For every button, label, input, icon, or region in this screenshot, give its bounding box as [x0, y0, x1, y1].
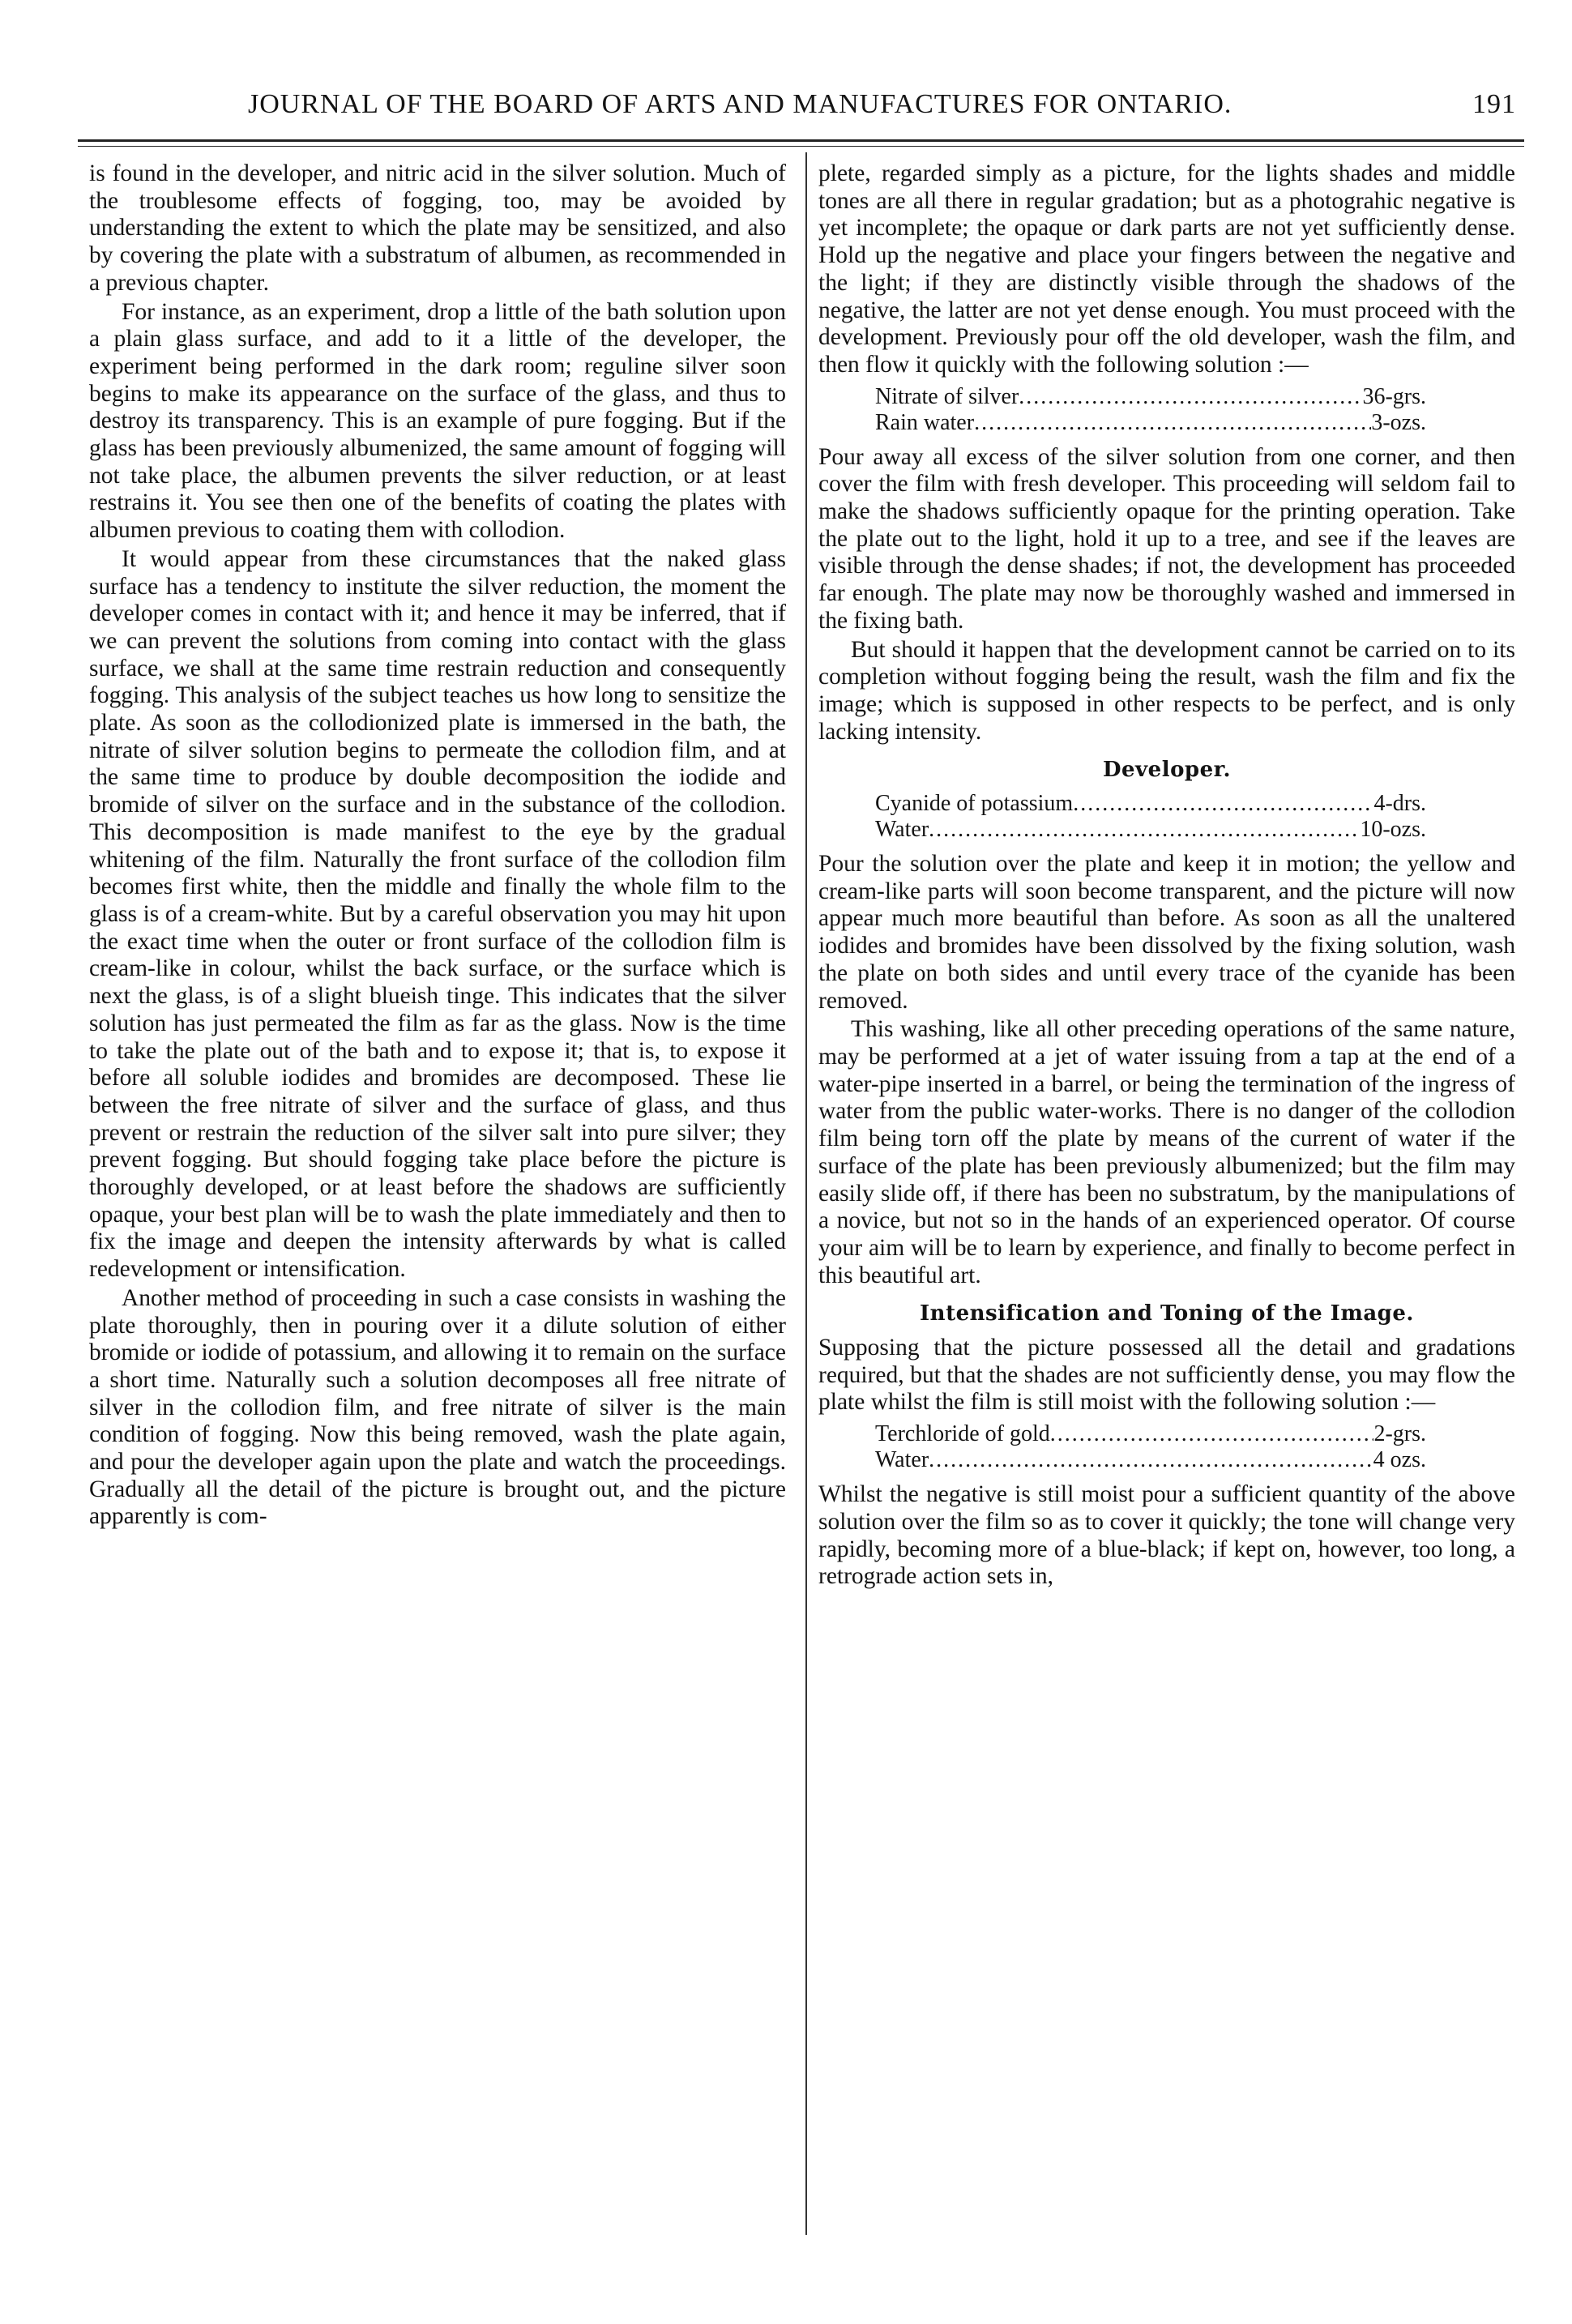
leader-dots [1019, 384, 1362, 410]
paragraph: It would appear from these circumstances that the naked glass surface has a tendency to institute the silver reduction, the moment the developer comes in contact with it; and hence it may be inferred, that if we can prevent the solutions from coming into contact with the glass surface, we shall at the same time restrain reduction and consequently fogging. This analysis of the subject teaches us how long to sensitize the plate. As soon as the collodionized plate is immersed in the bath, the nitrate of silver solution begins to permeate the collodion film, and at the same time to produce by double decomposition the iodide and bromide of silver on the surface and in the substance of the collodion. This decomposition is made manifest to the eye by the gradual whitening of the film. Naturally the front surface of the collodion film becomes first white, then the middle and finally the whole film to the glass is of a cream-white. But by a careful observation you may hit upon the exact time when the outer or front surface of the collodion film is cream-like in colour, whilst the back surface, or the surface which is next the glass, is of a slight blueish tinge. This indicates that the silver solution has just permeated the film as far as the glass. Now is the time to take the plate out of the bath and to expose it; that is, to expose it before all soluble iodides and bromides are decomposed. These lie between the free nitrate of silver and the surface of glass, and thus prevent or restrain the reduction of the silver salt into pure silver; they prevent fogging. But should fogging take place before the picture is thoroughly developed, or at least before the shadows are sufficiently opaque, your best plan will be to wash the plate immediately and then to fix the image and deepen the intensity afterwards by what is called redevelopment or intensification. [89, 545, 786, 1283]
paragraph: is found in the developer, and nitric acid in the silver solution. Much of the troublesome effects of fogging, too, may be avoided by understanding the extent to which the plate may be sensitized, and also by covering the plate with a substratum of albumen, as recommended in a previous chapter. [89, 160, 786, 296]
ingredient-name: Water [875, 817, 929, 843]
paragraph: But should it happen that the development cannot be carried on to its completion without fogging being the result, wash the film and fix the image; which is supposed in other respects to be perfect, and is only lacking intensity. [818, 636, 1515, 745]
page-header [78, 84, 1524, 133]
section-heading-developer: Developer. [1102, 758, 1232, 783]
ingredient-name: Nitrate of silver [875, 383, 1019, 409]
column-divider [805, 152, 807, 2235]
recipe-gold-toning [875, 1421, 1515, 1473]
recipe-row [875, 1447, 1426, 1473]
left-column [89, 160, 786, 2235]
leader-dots [1050, 1421, 1374, 1447]
recipe-row [875, 817, 1426, 843]
leader-dots [929, 817, 1360, 843]
ingredient-name: Terchloride of gold [875, 1421, 1050, 1447]
ingredient-quantity: 4-drs. [1373, 791, 1426, 817]
leader-dots [929, 1447, 1373, 1473]
paragraph: Pour the solution over the plate and keep it in motion; the yellow and cream-like parts will soon become transparent, and the picture will now appear much more beautiful than before. As soon as all the unaltered iodides and bromides have been dissolved by the fixing solution, wash the plate on both sides and until every trace of the cyanide has been removed. [818, 851, 1515, 1014]
ingredient-name: Cyanide of potassium [875, 791, 1074, 817]
page-number: 191 [1472, 89, 1516, 119]
ingredient-quantity: 3-ozs. [1371, 409, 1426, 435]
recipe-silver-solution [875, 384, 1515, 436]
running-title: JOURNAL OF THE BOARD OF ARTS AND MANUFACTURES FOR ONTARIO. [248, 89, 1232, 119]
paragraph: Whilst the negative is still moist pour a sufficient quantity of the above solution over the film so as to cover it quickly; the tone will change very rapidly, becoming more of a blue-black; if kept on, however, too long, a retrograde action sets in, [818, 1481, 1515, 1590]
paragraph: This washing, like all other preceding operations of the same nature, may be performed at a jet of water issuing from a tap at the end of a water-pipe inserted in a barrel, or being the termination of the ingress of water from the public water-works. There is no danger of the collodion film being torn off the plate by means of the current of water if the surface of the plate has been previously albumenized; but the film may easily slide off, if there has been no substratum, by the manipulations of a novice, but not so in the hands of an experienced operator. Of course your aim will be to learn by experience, and finally to become perfect in this beautiful art. [818, 1016, 1515, 1288]
recipe-row [875, 410, 1426, 436]
paragraph: Pour away all excess of the silver solution from one corner, and then cover the film with fresh developer. This proceeding will seldom fail to make the shadows sufficiently opaque for the printing operation. Take the plate out to the light, hold it up to a tree, and see if the leaves are visible through the dense shades; if not, the development has proceeded far enough. The plate may now be thoroughly washed and immersed in the fixing bath. [818, 443, 1515, 634]
paragraph: plete, regarded simply as a picture, for the lights shades and middle tones are all there in regular gradation; but as a photograhic negative is yet incomplete; the opaque or dark parts are not yet sufficiently dense. Hold up the negative and place your fingers between the negative and the light; if they are distinctly visible through the shadows of the negative, the latter are not yet dense enough. You must proceed with the development. Previously pour off the old developer, wash the film, and then flow it quickly with the following solution :— [818, 160, 1515, 378]
recipe-row [875, 791, 1426, 817]
paragraph: For instance, as an experiment, drop a little of the bath solution upon a plain glass surface, and add to it a little of the developer, the experiment being performed in the dark room; reguline silver soon begins to make its appearance on the surface of the glass, and thus to destroy its transparency. This is an example of pure fogging. But if the glass has been previously albumenized, the same amount of fogging will not take place, the albumen prevents the silver reduction, or at least restrains it. You see then one of the benefits of coating the plates with albumen previous to coating them with collodion. [89, 298, 786, 544]
header-rule [78, 139, 1524, 142]
ingredient-quantity: 10-ozs. [1360, 817, 1426, 843]
recipe-row [875, 384, 1426, 410]
ingredient-quantity: 2-grs. [1373, 1421, 1426, 1447]
paragraph: Supposing that the picture possessed all the detail and gradations required, but that the shades are not sufficiently dense, you may flow the plate whilst the film is still moist with the following solution :— [818, 1335, 1515, 1416]
recipe-developer [875, 791, 1515, 843]
leader-dots [1073, 791, 1373, 817]
section-heading-intensification: Intensification and Toning of the Image. [920, 1301, 1414, 1326]
header-rule-thin [78, 146, 1524, 147]
ingredient-name: Water [875, 1447, 929, 1473]
ingredient-name: Rain water [875, 409, 975, 435]
right-column [818, 160, 1515, 2235]
ingredient-quantity: 36-grs. [1362, 383, 1426, 409]
ingredient-quantity: 4 ozs. [1373, 1447, 1426, 1473]
paragraph: Another method of proceeding in such a case consists in washing the plate thoroughly, then in pouring over it a dilute solution of either bromide or iodide of potassium, and allowing it to remain on the surface a short time. Naturally such a solution decomposes all free nitrate of silver in the collodion film, and free nitrate of silver is the main condition of fogging. Now this being removed, wash the plate again, and pour the developer again upon the plate and watch the proceedings. Gradually all the detail of the picture is brought out, and the picture apparently is com- [89, 1284, 786, 1530]
recipe-row [875, 1421, 1426, 1447]
leader-dots [974, 410, 1371, 436]
